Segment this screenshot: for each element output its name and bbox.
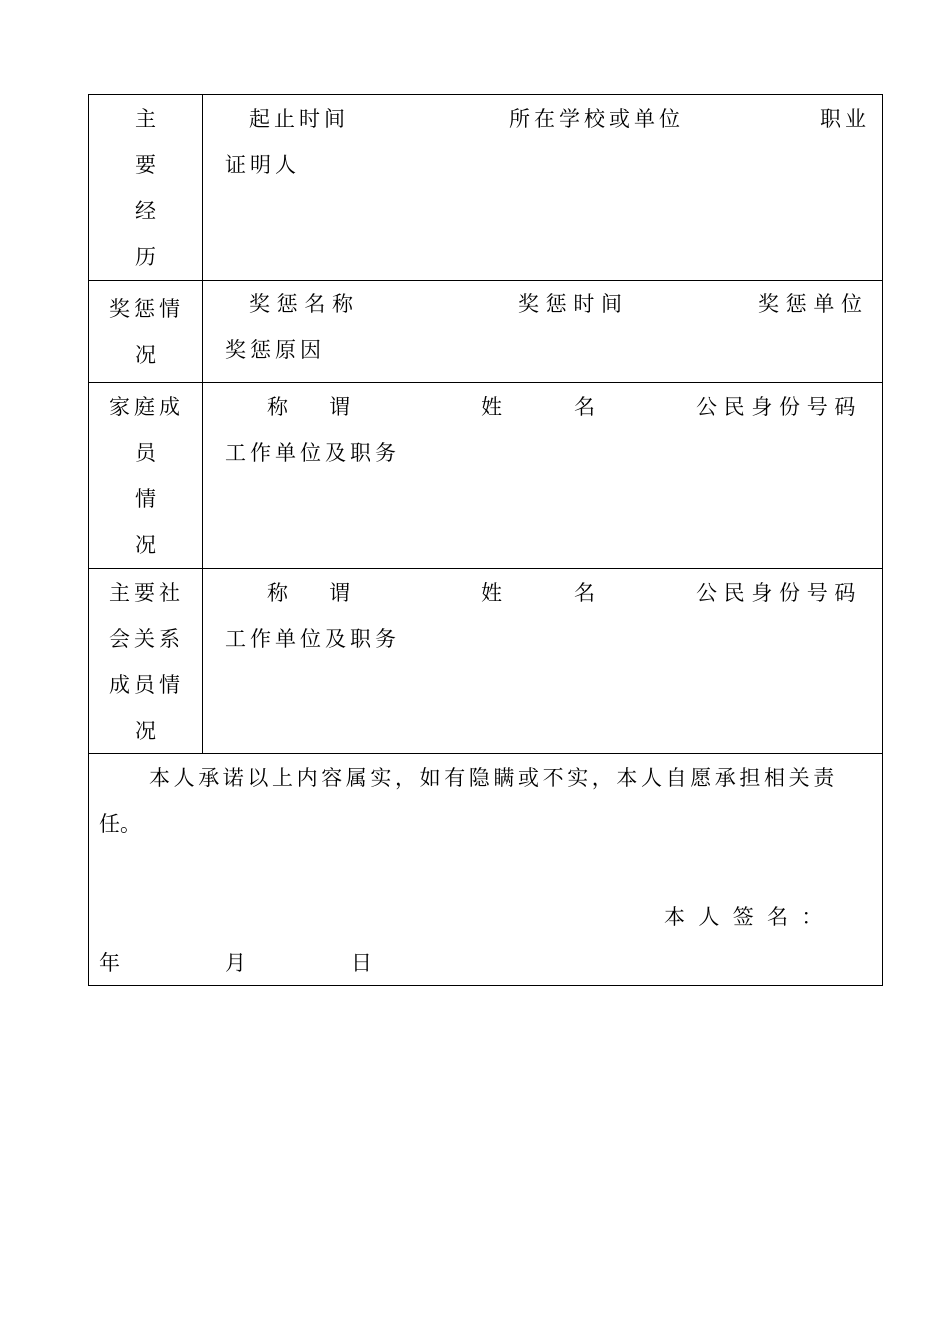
family-label-line: 情: [135, 487, 156, 511]
info-form-table: [88, 94, 883, 986]
social-header-relation-1: 称: [267, 581, 288, 605]
signature-label: 本 人 签 名 ：: [664, 905, 823, 929]
row-divider: [89, 753, 882, 754]
social-header-name-1: 姓: [481, 581, 502, 605]
experience-label-char: 历: [135, 245, 156, 269]
experience-header-occupation: 职业: [820, 107, 870, 131]
rewards-label-line: 奖惩情: [109, 297, 184, 321]
social-label-line: 成员情: [109, 673, 184, 697]
date-month-label: 月: [225, 951, 246, 975]
rewards-label-line: 况: [135, 343, 156, 367]
family-header-id-number: 公 民 身 份 号 码: [696, 395, 856, 419]
rewards-header-time: 奖 惩 时 间: [518, 292, 623, 316]
experience-header-period: 起止时间: [249, 107, 349, 131]
social-header-name-2: 名: [574, 581, 595, 605]
social-label-line: 况: [135, 719, 156, 743]
social-header-relation-2: 谓: [329, 581, 350, 605]
family-header-name-2: 名: [574, 395, 595, 419]
pledge-text-line1: 本人承诺以上内容属实，如有隐瞒或不实，本人自愿承担相关责: [149, 766, 838, 790]
family-label-line: 员: [135, 441, 156, 465]
row-divider: [89, 568, 882, 569]
social-label-line: 主要社: [109, 581, 184, 605]
family-label-line: 况: [135, 533, 156, 557]
social-label-line: 会关系: [109, 627, 184, 651]
family-label-line: 家庭成: [109, 395, 184, 419]
row-divider: [89, 382, 882, 383]
experience-label-char: 经: [135, 199, 156, 223]
experience-label-char: 要: [135, 153, 156, 177]
date-year-label: 年: [99, 951, 120, 975]
pledge-text-line2: 任。: [99, 812, 141, 836]
family-header-name-1: 姓: [481, 395, 502, 419]
social-header-work: 工作单位及职务: [225, 627, 400, 651]
social-header-id-number: 公 民 身 份 号 码: [696, 581, 856, 605]
family-header-relation-2: 谓: [329, 395, 350, 419]
date-day-label: 日: [351, 951, 372, 975]
experience-header-witness: 证明人: [225, 153, 300, 177]
row-divider: [89, 280, 882, 281]
experience-header-school: 所在学校或单位: [509, 107, 684, 131]
rewards-header-name: 奖 惩 名 称: [249, 292, 354, 316]
experience-label-char: 主: [135, 107, 156, 131]
family-header-relation-1: 称: [267, 395, 288, 419]
label-column-divider: [202, 95, 203, 754]
rewards-header-reason: 奖惩原因: [225, 338, 325, 362]
family-header-work: 工作单位及职务: [225, 441, 400, 465]
rewards-header-unit: 奖 惩 单 位: [758, 292, 863, 316]
